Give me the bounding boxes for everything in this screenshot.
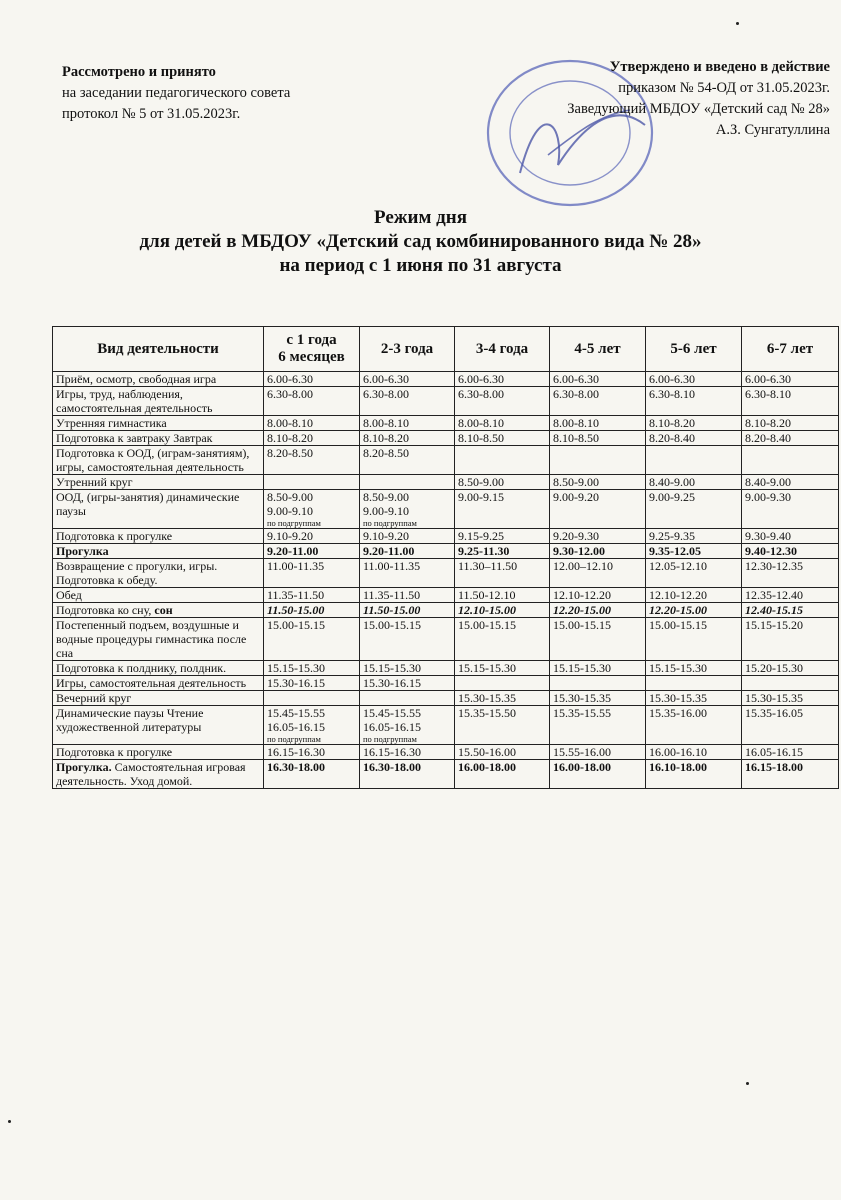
table-cell: 16.15-16.30	[360, 745, 455, 760]
table-cell: 12.10-15.00	[455, 603, 550, 618]
table-cell: 15.30-15.35	[742, 691, 839, 706]
table-cell: 15.00-15.15	[264, 618, 360, 661]
table-cell: 8.10-8.20	[742, 416, 839, 431]
table-cell: 9.20-11.00	[360, 544, 455, 559]
row-label: Утренний круг	[53, 475, 264, 490]
table-cell-empty	[646, 676, 742, 691]
title-line-1: Режим дня	[373, 207, 468, 228]
title-line-3: на период с 1 июня по 31 августа	[279, 255, 562, 276]
table-cell: 9.30-9.40	[742, 529, 839, 544]
table-cell: 9.10-9.20	[360, 529, 455, 544]
approval-left-council: на заседании педагогического совета	[62, 85, 291, 101]
header-age-4-5: 4-5 лет	[550, 327, 646, 372]
header-age-1-6: с 1 года 6 месяцев	[264, 327, 360, 372]
row-label: Прогулка	[53, 544, 264, 559]
table-cell: 11.35-11.50	[360, 588, 455, 603]
table-cell-empty	[264, 475, 360, 490]
schedule-table	[52, 326, 839, 789]
row-label: Возвращение с прогулки, игры. Подготовка к обеду.	[53, 559, 264, 588]
scan-speck	[8, 1120, 11, 1123]
table-cell: 15.15-15.30	[264, 661, 360, 676]
title-line-2: для детей в МБДОУ «Детский сад комбинированного вида № 28»	[139, 231, 702, 252]
table-cell: 9.30-12.00	[550, 544, 646, 559]
table-cell-empty	[455, 676, 550, 691]
table-cell: 9.20-11.00	[264, 544, 360, 559]
table-row	[53, 706, 839, 745]
table-cell: 6.00-6.30	[360, 372, 455, 387]
approval-left-protocol: протокол № 5 от 31.05.2023г.	[62, 106, 241, 122]
table-row	[53, 661, 839, 676]
table-cell-empty	[360, 691, 455, 706]
header-age-3-4: 3-4 года	[455, 327, 550, 372]
table-cell: 8.40-9.00	[742, 475, 839, 490]
table-cell: 6.00-6.30	[550, 372, 646, 387]
table-cell: 11.50-12.10	[455, 588, 550, 603]
table-cell: 8.20-8.40	[646, 431, 742, 446]
table-cell: 12.05-12.10	[646, 559, 742, 588]
table-cell: 9.25-11.30	[455, 544, 550, 559]
table-cell: 11.35-11.50	[264, 588, 360, 603]
table-cell: 6.30-8.10	[646, 387, 742, 416]
table-row	[53, 529, 839, 544]
approval-right-head: Заведующий МБДОУ «Детский сад № 28»	[567, 101, 830, 117]
table-cell: 6.30-8.00	[264, 387, 360, 416]
table-cell: 9.15-9.25	[455, 529, 550, 544]
table-cell: 15.15-15.30	[646, 661, 742, 676]
table-cell: 6.00-6.30	[264, 372, 360, 387]
header-age-6-7: 6-7 лет	[742, 327, 839, 372]
scan-speck	[746, 1082, 749, 1085]
row-label: Подготовка к ООД, (играм-занятиям), игры, самостоятельная деятельность	[53, 446, 264, 475]
table-row	[53, 416, 839, 431]
table-header-row	[53, 327, 839, 372]
table-cell: 12.30-12.35	[742, 559, 839, 588]
approval-left	[62, 62, 290, 125]
table-cell: 15.45-15.55 16.05-16.15 по подгруппам	[264, 706, 360, 745]
table-cell: 16.15-16.30	[264, 745, 360, 760]
table-cell: 15.00-15.15	[646, 618, 742, 661]
table-cell: 8.40-9.00	[646, 475, 742, 490]
table-cell: 16.00-16.10	[646, 745, 742, 760]
table-cell: 8.10-8.20	[360, 431, 455, 446]
table-cell: 15.35-15.50	[455, 706, 550, 745]
approval-left-heading: Рассмотрено и принято	[62, 64, 216, 80]
table-cell: 6.00-6.30	[646, 372, 742, 387]
table-row	[53, 745, 839, 760]
table-cell-empty	[742, 676, 839, 691]
table-cell: 8.10-8.50	[455, 431, 550, 446]
table-cell: 15.00-15.15	[360, 618, 455, 661]
table-cell: 12.40-15.15	[742, 603, 839, 618]
table-cell: 8.20-8.50	[264, 446, 360, 475]
table-cell: 9.00-9.25	[646, 490, 742, 529]
table-cell: 16.30-18.00	[264, 760, 360, 789]
table-cell: 8.00-8.10	[550, 416, 646, 431]
row-label: Подготовка к завтраку Завтрак	[53, 431, 264, 446]
approval-right-name: А.З. Сунгатуллина	[715, 122, 830, 138]
table-row	[53, 760, 839, 789]
table-cell: 15.35-16.00	[646, 706, 742, 745]
table-row	[53, 676, 839, 691]
table-cell: 12.20-15.00	[550, 603, 646, 618]
table-cell: 15.00-15.15	[455, 618, 550, 661]
table-cell: 15.55-16.00	[550, 745, 646, 760]
row-label: Приём, осмотр, свободная игра	[53, 372, 264, 387]
table-cell: 8.10-8.20	[646, 416, 742, 431]
header-age-2-3: 2-3 года	[360, 327, 455, 372]
table-cell: 15.45-15.55 16.05-16.15 по подгруппам	[360, 706, 455, 745]
table-cell: 6.30-8.10	[742, 387, 839, 416]
approval-right	[500, 57, 830, 141]
header-age-5-6: 5-6 лет	[646, 327, 742, 372]
table-cell-empty	[360, 475, 455, 490]
row-label: Обед	[53, 588, 264, 603]
table-cell-empty	[742, 446, 839, 475]
table-cell: 8.10-8.20	[264, 431, 360, 446]
table-cell: 9.40-12.30	[742, 544, 839, 559]
table-cell: 12.00–12.10	[550, 559, 646, 588]
table-cell: 15.30-15.35	[550, 691, 646, 706]
row-label: Подготовка к прогулке	[53, 745, 264, 760]
table-row	[53, 559, 839, 588]
table-cell: 16.00-18.00	[455, 760, 550, 789]
table-cell: 15.35-16.05	[742, 706, 839, 745]
table-cell: 12.10-12.20	[646, 588, 742, 603]
table-cell: 15.30-16.15	[360, 676, 455, 691]
table-cell: 16.10-18.00	[646, 760, 742, 789]
table-cell: 15.30-15.35	[455, 691, 550, 706]
table-cell: 9.25-9.35	[646, 529, 742, 544]
table-cell: 15.15-15.30	[360, 661, 455, 676]
row-label: Игры, самостоятельная деятельность	[53, 676, 264, 691]
table-row	[53, 431, 839, 446]
table-cell: 15.50-16.00	[455, 745, 550, 760]
table-row	[53, 618, 839, 661]
table-cell: 8.00-8.10	[455, 416, 550, 431]
table-cell: 8.00-8.10	[264, 416, 360, 431]
row-label: Подготовка ко сну, сон	[53, 603, 264, 618]
table-cell: 9.20-9.30	[550, 529, 646, 544]
table-cell: 16.00-18.00	[550, 760, 646, 789]
table-cell: 9.35-12.05	[646, 544, 742, 559]
table-cell: 9.00-9.20	[550, 490, 646, 529]
table-row	[53, 387, 839, 416]
table-cell: 9.00-9.15	[455, 490, 550, 529]
table-cell: 8.50-9.00	[550, 475, 646, 490]
table-row	[53, 372, 839, 387]
table-cell: 15.15-15.30	[455, 661, 550, 676]
table-cell: 6.00-6.30	[742, 372, 839, 387]
table-row	[53, 544, 839, 559]
table-cell: 16.15-18.00	[742, 760, 839, 789]
table-cell: 15.00-15.15	[550, 618, 646, 661]
table-cell: 8.10-8.50	[550, 431, 646, 446]
table-cell: 8.50-9.00 9.00-9.10 по подгруппам	[264, 490, 360, 529]
table-cell: 9.10-9.20	[264, 529, 360, 544]
row-label: Игры, труд, наблюдения, самостоятельная деятельность	[53, 387, 264, 416]
table-row	[53, 588, 839, 603]
approval-right-heading: Утверждено и введено в действие	[609, 59, 830, 75]
table-cell: 11.30–11.50	[455, 559, 550, 588]
table-cell-empty	[264, 691, 360, 706]
table-cell: 15.15-15.20	[742, 618, 839, 661]
table-cell-empty	[646, 446, 742, 475]
table-cell-empty	[550, 446, 646, 475]
row-label: Утренняя гимнастика	[53, 416, 264, 431]
row-label: Прогулка. Самостоятельная игровая деятельность. Уход домой.	[53, 760, 264, 789]
table-cell: 8.50-9.00 9.00-9.10 по подгруппам	[360, 490, 455, 529]
table-cell: 12.10-12.20	[550, 588, 646, 603]
approval-right-order: приказом № 54-ОД от 31.05.2023г.	[618, 80, 830, 96]
table-cell: 12.35-12.40	[742, 588, 839, 603]
row-label: Подготовка к полднику, полдник.	[53, 661, 264, 676]
table-cell: 16.30-18.00	[360, 760, 455, 789]
table-cell: 9.00-9.30	[742, 490, 839, 529]
document-title	[0, 206, 841, 278]
table-row	[53, 490, 839, 529]
table-cell: 8.00-8.10	[360, 416, 455, 431]
table-cell: 8.50-9.00	[455, 475, 550, 490]
scan-speck	[736, 22, 739, 25]
table-cell: 15.15-15.30	[550, 661, 646, 676]
table-cell: 16.05-16.15	[742, 745, 839, 760]
row-label: ООД, (игры-занятия) динамические паузы	[53, 490, 264, 529]
table-cell-empty	[455, 446, 550, 475]
row-label: Вечерний круг	[53, 691, 264, 706]
table-cell: 12.20-15.00	[646, 603, 742, 618]
table-cell: 8.20-8.50	[360, 446, 455, 475]
header-activity: Вид деятельности	[53, 327, 264, 372]
row-label: Постепенный подъем, воздушные и водные процедуры гимнастика после сна	[53, 618, 264, 661]
table-cell: 11.50-15.00	[264, 603, 360, 618]
table-cell: 8.20-8.40	[742, 431, 839, 446]
table-row	[53, 446, 839, 475]
row-label: Подготовка к прогулке	[53, 529, 264, 544]
table-cell: 6.30-8.00	[360, 387, 455, 416]
table-row	[53, 603, 839, 618]
table-cell: 15.20-15.30	[742, 661, 839, 676]
table-cell: 15.30-15.35	[646, 691, 742, 706]
table-cell: 15.35-15.55	[550, 706, 646, 745]
table-cell-empty	[550, 676, 646, 691]
table-cell: 11.00-11.35	[360, 559, 455, 588]
row-label: Динамические паузы Чтение художественной литературы	[53, 706, 264, 745]
table-row	[53, 475, 839, 490]
table-cell: 6.30-8.00	[550, 387, 646, 416]
table-cell: 11.00-11.35	[264, 559, 360, 588]
table-cell: 15.30-16.15	[264, 676, 360, 691]
table-cell: 11.50-15.00	[360, 603, 455, 618]
table-row	[53, 691, 839, 706]
table-cell: 6.00-6.30	[455, 372, 550, 387]
table-cell: 6.30-8.00	[455, 387, 550, 416]
